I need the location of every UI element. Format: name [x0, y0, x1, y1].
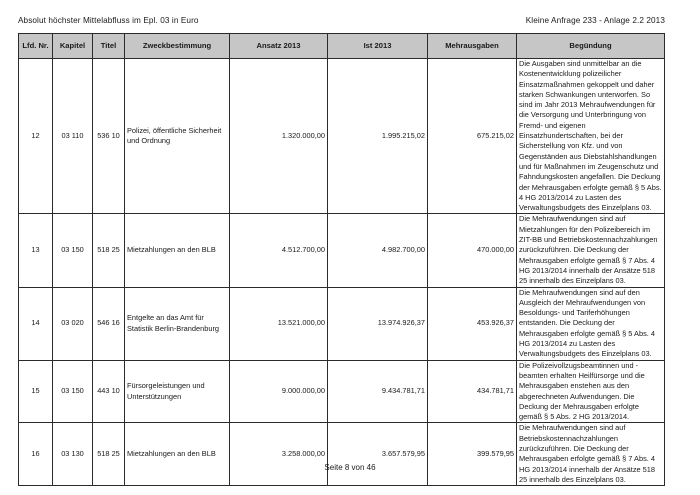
- cell-zweckbestimmung: Fürsorgeleistungen und Unterstützungen: [125, 360, 230, 423]
- cell-ist: 4.982.700,00: [328, 214, 428, 287]
- cell-ansatz: 9.000.000,00: [230, 360, 328, 423]
- cell-titel: 536 10: [93, 59, 125, 214]
- cell-ansatz: 1.320.000,00: [230, 59, 328, 214]
- cell-kapitel: 03 130: [53, 423, 93, 486]
- cell-kapitel: 03 020: [53, 287, 93, 360]
- col-header-ist: Ist 2013: [328, 34, 428, 59]
- cell-titel: 443 10: [93, 360, 125, 423]
- cell-ansatz: 13.521.000,00: [230, 287, 328, 360]
- col-header-begruendung: Begündung: [517, 34, 665, 59]
- cell-titel: 546 16: [93, 287, 125, 360]
- cell-begruendung: Die Mehraufwendungen sind auf Mietzahlungen für den Polizeibereich im ZIT-BB und Betriebskostennachzahlungen zurückzuführen. Die Deckung der Mehrausgaben erfolgte gemäß § 7 Abs. 4 HG 2013/2014 innerhalb der Ansätze 518 25 innerhalb des Einzelplans 03.: [517, 214, 665, 287]
- cell-ist: 13.974.926,37: [328, 287, 428, 360]
- col-header-kapitel: Kapitel: [53, 34, 93, 59]
- table-row: [19, 287, 665, 360]
- col-header-titel: Titel: [93, 34, 125, 59]
- cell-zweckbestimmung: Mietzahlungen an den BLB: [125, 214, 230, 287]
- cell-begruendung: Die Mehraufwendungen sind auf Betriebskostennachzahlungen zurückzuführen. Die Deckung der Mehrausgaben erfolgte gemäß § 7 Abs. 4 HG 2013/2014 innerhalb der Ansätze 518 25 innerhalb des Einzelplans 03.: [517, 423, 665, 486]
- cell-lfd-nr: 14: [19, 287, 53, 360]
- cell-lfd-nr: 13: [19, 214, 53, 287]
- col-header-ansatz: Ansatz 2013: [230, 34, 328, 59]
- cell-lfd-nr: 16: [19, 423, 53, 486]
- table-row: [19, 59, 665, 214]
- table-row: [19, 423, 665, 486]
- table-row: [19, 214, 665, 287]
- col-header-zweckbestimmung: Zweckbestimmung: [125, 34, 230, 59]
- cell-begruendung: Die Mehraufwendungen sind auf den Ausgleich der Mehraufwendungen von Besoldungs- und Tariferhöhungen entstanden. Die Deckung der Mehrausgaben erfolgte gemäß § 5 Abs. 4 HG 2013/2014 zu Lasten des Verwaltungsbudgets des Einzelplans 03.: [517, 287, 665, 360]
- budget-table: [18, 33, 665, 486]
- cell-mehrausgaben: 470.000,00: [428, 214, 517, 287]
- cell-mehrausgaben: 675.215,02: [428, 59, 517, 214]
- cell-zweckbestimmung: Mietzahlungen an den BLB: [125, 423, 230, 486]
- cell-titel: 518 25: [93, 423, 125, 486]
- cell-kapitel: 03 150: [53, 214, 93, 287]
- cell-mehrausgaben: 434.781,71: [428, 360, 517, 423]
- cell-begruendung: Die Polizeivollzugsbeamtinnen und -beamten erhalten Heilfürsorge und die Mehrausgaben enstehen aus den abgerechneten Aufwendungen. Die Deckung der Mehrausgaben erfolgte gemäß § 5 Abs. 2 HG 2013/2014.: [517, 360, 665, 423]
- cell-kapitel: 03 110: [53, 59, 93, 214]
- col-header-mehrausgaben: Mehrausgaben: [428, 34, 517, 59]
- cell-begruendung: Die Ausgaben sind unmittelbar an die Kostenentwicklung polizeilicher Einsatzmaßnahmen gekoppelt und daher starken Schwankungen unterworfen. So sind im Jahr 2013 Mehraufwendungen für die Versorgung und Unterbringung von Fremd- und eigenen Einsatzhundertschaften, bei der Sicherstellung von Kfz. und von Gegenständen aus Diebstahlshandlungen und für Maßnahmen im Zeugenschutz und Fahndungskosten angefallen. Die Deckung der Mehrausgaben erfolgte gemäß § 5 Abs. 4 HG 2013/2014 zu Lasten des Verwaltungsbudgets des Einzelplans 03.: [517, 59, 665, 214]
- cell-ist: 9.434.781,71: [328, 360, 428, 423]
- col-header-lfd-nr: Lfd. Nr.: [19, 34, 53, 59]
- cell-mehrausgaben: 399.579,95: [428, 423, 517, 486]
- cell-titel: 518 25: [93, 214, 125, 287]
- cell-zweckbestimmung: Polizei, öffentliche Sicherheit und Ordnung: [125, 59, 230, 214]
- cell-ist: 1.995.215,02: [328, 59, 428, 214]
- cell-mehrausgaben: 453.926,37: [428, 287, 517, 360]
- page-number: Seite 8 von 46: [324, 463, 376, 472]
- cell-kapitel: 03 150: [53, 360, 93, 423]
- header-reference: Kleine Anfrage 233 - Anlage 2.2 2013: [525, 16, 665, 25]
- cell-ansatz: 3.258.000,00: [230, 423, 328, 486]
- cell-zweckbestimmung: Entgelte an das Amt für Statistik Berlin-Brandenburg: [125, 287, 230, 360]
- table-header-row: [19, 34, 665, 59]
- table-row: [19, 360, 665, 423]
- header-title: Absolut höchster Mittelabfluss im Epl. 03 in Euro: [18, 16, 199, 25]
- cell-lfd-nr: 12: [19, 59, 53, 214]
- cell-lfd-nr: 15: [19, 360, 53, 423]
- cell-ansatz: 4.512.700,00: [230, 214, 328, 287]
- cell-ist: 3.657.579,95: [328, 423, 428, 486]
